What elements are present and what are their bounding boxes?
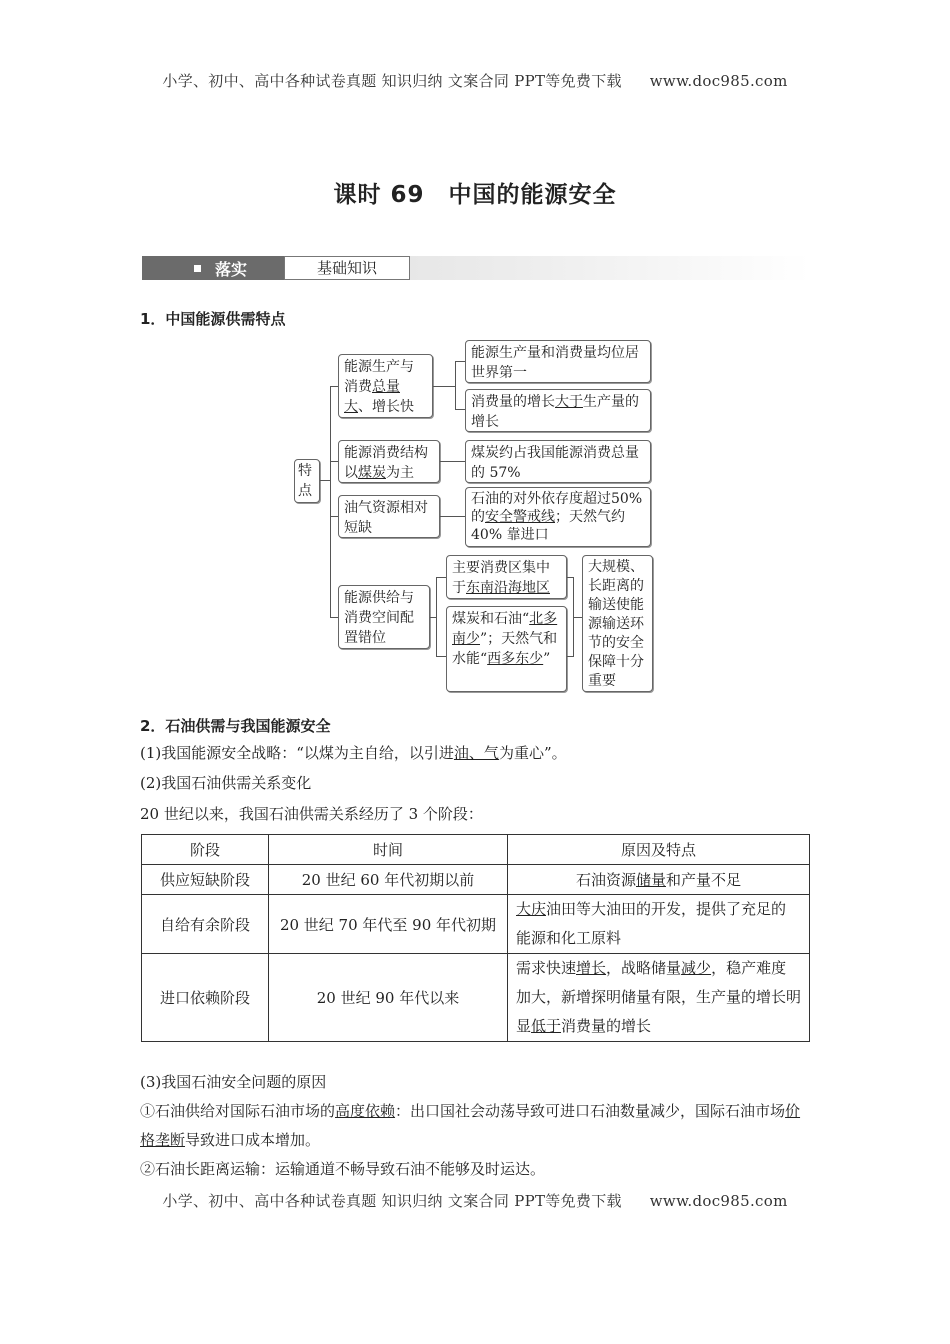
- mind-map-root: 特点: [294, 459, 320, 503]
- reason-text: 油田等大油田的开发，提供了充足的能源和化工原料: [516, 900, 787, 947]
- connector: [330, 617, 338, 618]
- leaf-consumption-key: 东南沿海地区: [466, 580, 550, 596]
- connector: [440, 516, 465, 517]
- table-cell-time: 20 世纪 70 年代至 90 年代初期: [269, 895, 508, 954]
- causes-heading: (3)我国石油安全问题的原因: [140, 1073, 327, 1091]
- connector: [440, 461, 465, 462]
- cause-1-text2: ：出口国社会动荡导致可进口石油数量减少，国际石油市场: [395, 1102, 786, 1120]
- reason-text: ，稳产难度加大，新增探明储量有限，生产量的增长明显: [516, 959, 802, 1035]
- header-text: 小学、初中、高中各种试卷真题 知识归纳 文案合同 PPT等免费下载: [162, 72, 622, 90]
- table-cell-reason: [508, 954, 810, 1042]
- cause-1-key2: 价格垄断: [140, 1102, 801, 1149]
- table-cell-time: 20 世纪 60 年代初期以前: [269, 865, 508, 895]
- leaf-distribution: [446, 606, 567, 692]
- branch-structure-key: 煤炭: [358, 465, 386, 481]
- table-row: [142, 954, 810, 1042]
- table-cell-stage: 自给有余阶段: [142, 895, 269, 954]
- table-cell-stage: 进口依赖阶段: [142, 954, 269, 1042]
- table-row: [142, 895, 810, 954]
- reason-key: 增长: [576, 959, 607, 977]
- cause-1-text-end: 导致进口成本增加。: [185, 1131, 321, 1149]
- leaf-growth-text-end: 生产量的增长: [471, 394, 639, 430]
- cause-2: ②石油长距离运输：运输通道不畅导致石油不能够及时运达。: [140, 1160, 546, 1178]
- leaf-distribution-text3: ”: [543, 651, 551, 667]
- strategy-text: (1)我国能源安全战略：“以煤为主自给，以引进: [140, 744, 454, 762]
- leaf-dependence-key: 安全警戒线: [485, 509, 555, 525]
- leaf-world-first: 能源生产量和消费量均位居世界第一: [465, 340, 651, 383]
- connector: [433, 386, 455, 387]
- lesson-name: 中国的能源安全: [448, 182, 617, 208]
- reason-text: 石油资源: [575, 871, 636, 889]
- reason-text-end: 和产量不足: [666, 871, 742, 889]
- leaf-consumption-area: [446, 555, 567, 599]
- connector: [330, 461, 338, 462]
- connector: [436, 577, 437, 656]
- leaf-distribution-text1: 煤炭和石油“: [452, 611, 530, 627]
- table-cell-reason: [508, 895, 810, 954]
- connector: [455, 361, 456, 409]
- stages-table: [141, 834, 810, 1042]
- leaf-growth-text: 消费量的增长: [471, 394, 555, 410]
- footer-site: www.doc985.com: [649, 1192, 788, 1210]
- table-cell-stage: 供应短缺阶段: [142, 865, 269, 895]
- connector: [573, 617, 582, 618]
- branch-mismatch: 能源供给与消费空间配置错位: [338, 585, 430, 649]
- strategy-key: 油、气: [453, 744, 499, 762]
- branch-structure-text-end: 为主: [386, 465, 414, 481]
- branch-oil-gas: 油气资源相对短缺: [338, 495, 440, 538]
- table-header-row: [142, 835, 810, 865]
- branch-scale-text-end: 、增长快: [358, 399, 414, 415]
- reason-key: 低于: [531, 1017, 562, 1035]
- footer-text: 小学、初中、高中各种试卷真题 知识归纳 文案合同 PPT等免费下载: [162, 1192, 622, 1210]
- branch-scale-text: 能源生产与消费: [344, 359, 414, 395]
- branch-scale-key: 总量大: [344, 379, 400, 415]
- leaf-distribution-text2: ”；天然气和水能“: [452, 631, 558, 667]
- connector: [455, 409, 465, 410]
- band-tab: 基础知识: [284, 256, 410, 280]
- stages-intro: 20 世纪以来，我国石油供需关系经历了 3 个阶段：: [140, 805, 483, 823]
- leaf-transport: 大规模、长距离的输送使能源输送环节的安全保障十分重要: [582, 555, 653, 692]
- cause-1: [140, 1097, 812, 1155]
- cause-1-key: 高度依赖: [335, 1102, 396, 1120]
- table-header: 原因及特点: [508, 835, 810, 865]
- supply-change-heading: (2)我国石油供需关系变化: [140, 774, 312, 792]
- header-site: www.doc985.com: [649, 72, 788, 90]
- branch-structure: [338, 440, 440, 483]
- leaf-growth-key: 大于: [555, 394, 583, 410]
- connector: [320, 480, 330, 481]
- leaf-distribution-key1: 北多南少: [452, 611, 558, 647]
- leaf-growth: [465, 389, 651, 432]
- reason-text: ，战略储量: [606, 959, 682, 977]
- section2-heading: 2．石油供需与我国能源安全: [140, 717, 331, 735]
- band-label: 落实: [215, 259, 248, 279]
- branch-structure-text: 能源消费结构以: [344, 445, 428, 481]
- table-header: 阶段: [142, 835, 269, 865]
- leaf-coal-share: 煤炭约占我国能源消费总量的 57%: [465, 440, 651, 483]
- reason-text-end: 消费量的增长: [561, 1017, 652, 1035]
- reason-key: 大庆: [516, 900, 547, 918]
- connector: [330, 386, 338, 387]
- table-row: [142, 865, 810, 895]
- leaf-distribution-key2: 西多东少: [487, 651, 544, 667]
- table-cell-time: 20 世纪 90 年代以来: [269, 954, 508, 1042]
- strategy-text-end: 为重心”。: [498, 744, 567, 762]
- connector: [455, 361, 465, 362]
- strategy-paragraph: [140, 739, 812, 768]
- page-footer: [0, 1190, 950, 1211]
- cause-1-text: ①石油供给对国际石油市场的: [140, 1102, 336, 1120]
- table-header: 时间: [269, 835, 508, 865]
- connector: [330, 386, 331, 618]
- reason-key: 储量: [635, 871, 666, 889]
- leaf-consumption-text: 主要消费区集中于: [452, 560, 550, 596]
- reason-text: 需求快速: [516, 959, 577, 977]
- table-cell-reason: [508, 865, 810, 895]
- section1-heading: 1．中国能源供需特点: [140, 310, 286, 328]
- connector: [330, 516, 338, 517]
- lesson-number: 课时 69: [333, 182, 425, 208]
- leaf-dependence-text-end: ；天然气约 40% 靠进口: [471, 509, 625, 543]
- connector: [436, 577, 446, 578]
- reason-key: 减少: [681, 959, 712, 977]
- leaf-dependence: [465, 487, 651, 547]
- connector: [436, 656, 446, 657]
- branch-scale: [338, 354, 433, 418]
- leaf-dependence-text: 石油的对外依存度超过50%的: [471, 491, 643, 525]
